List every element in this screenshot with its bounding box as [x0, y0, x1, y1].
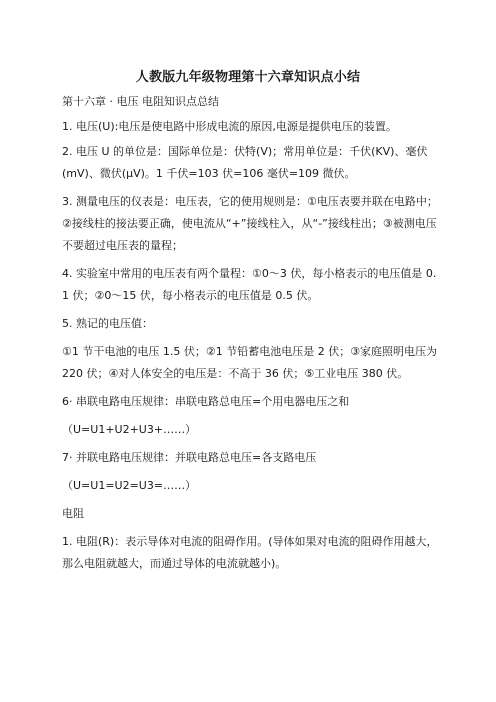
- paragraph-parallel-rule: 7· 并联电路电压规律：并联电路总电压=各支路电压: [62, 451, 317, 464]
- paragraph-resistance-definition: 1. 电阻(R)：表示导体对电流的阻碍作用。(导体如果对电流的阻碍作用越大，那么电阻就越大，而通过导体的电流就越小)。: [62, 535, 438, 570]
- paragraph-series-rule: 6· 串联电路电压规律：串联电路总电压=个用电器电压之和: [62, 395, 350, 408]
- document-body: [62, 91, 438, 575]
- paragraph-voltage-values: ①1 节干电池的电压 1.5 伏；②1 节铅蓄电池电压是 2 伏；③家庭照明电压为 220 伏；④对人体安全的电压是：不高于 36 伏；⑤工业电压 380 伏。: [62, 345, 438, 380]
- paragraph-voltage-values-heading: 5. 熟记的电压值：: [62, 317, 153, 330]
- paragraph-voltage-units: 2. 电压 U 的单位是：国际单位是：伏特(V)；常用单位是：千伏(KV)、毫伏(mV)、微伏(μV)。1 千伏=103 伏=106 毫伏=109 微伏。: [62, 145, 428, 180]
- document-title: 人教版九年级物理第十六章知识点小结: [135, 70, 361, 85]
- paragraph-voltmeter-ranges: 4. 实验室中常用的电压表有两个量程：①0～3 伏，每小格表示的电压值是 0.1 伏；②0～15 伏，每小格表示的电压值是 0.5 伏。: [62, 267, 437, 302]
- paragraph-voltage-definition: 1. 电压(U):电压是使电路中形成电流的原因,电源是提供电压的装置。: [62, 120, 397, 133]
- formula-series: （U=U1+U2+U3+……）: [62, 423, 197, 436]
- section-heading-resistance: 电阻: [62, 507, 84, 520]
- paragraph-voltmeter-rules: 3. 测量电压的仪表是：电压表，它的使用规则是：①电压表要并联在电路中；②接线柱的接法要正确，使电流从“+”接线柱入，从“-”接线柱出；③被测电压不要超过电压表的量程；: [62, 195, 438, 252]
- formula-parallel: （U=U1=U2=U3=……）: [62, 479, 197, 492]
- chapter-heading: 第十六章 · 电压 电阻知识点总结: [62, 95, 219, 108]
